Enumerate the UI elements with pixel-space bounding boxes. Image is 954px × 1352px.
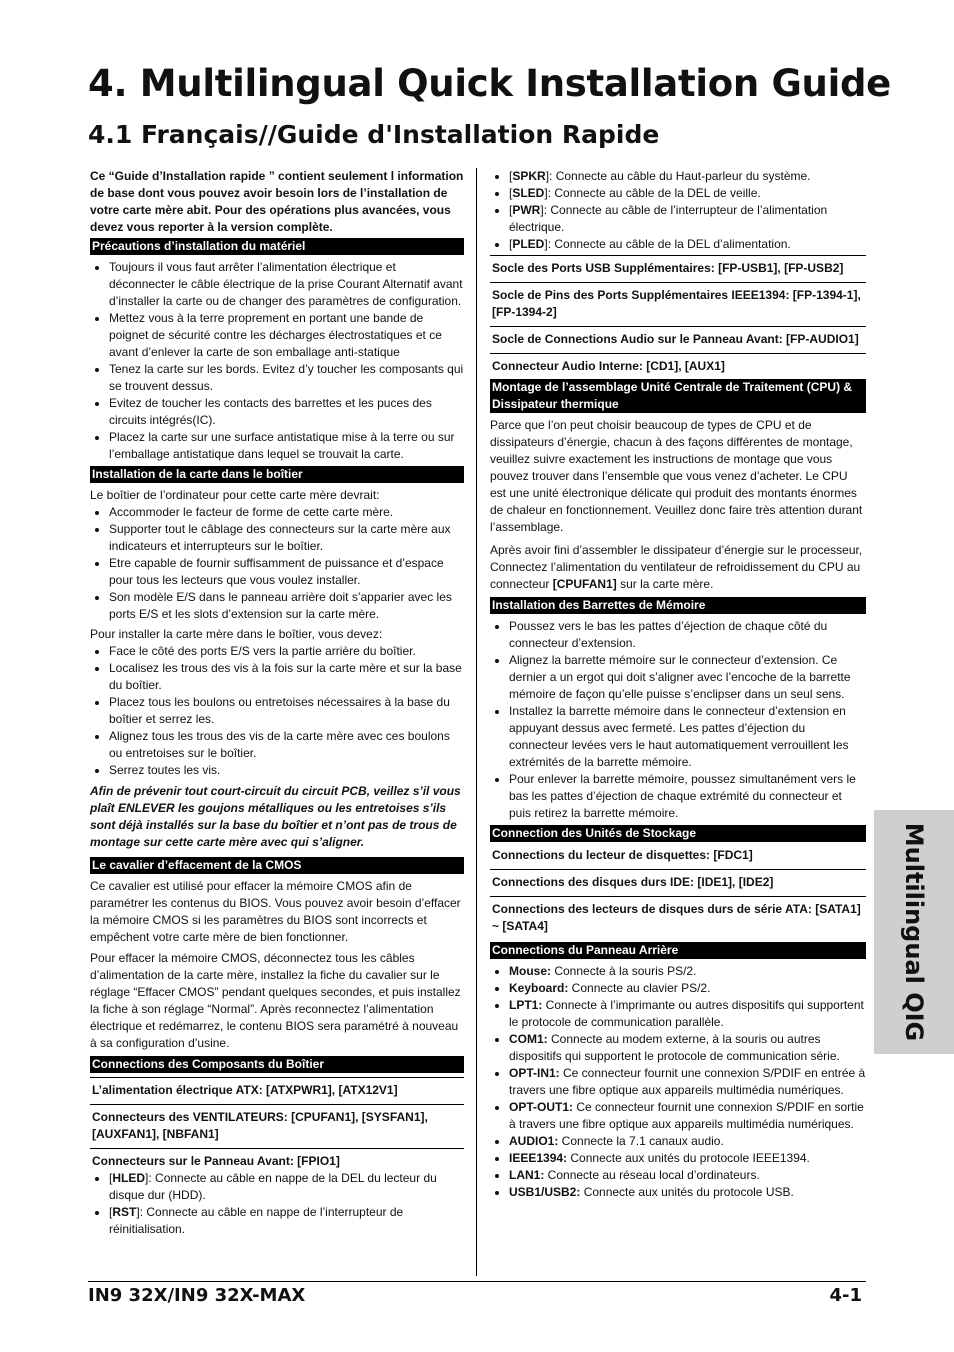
cpu-paragraph-2 [490,542,866,593]
list-item: • Tenez la carte sur les bords. Evitez d’y toucher les composants qui se trouvent dessus. [109,361,464,395]
list-item: • Alignez tous les trous des vis de la carte mère avec ces boulons ou entretoises sur le boîtier. [109,728,464,762]
port-key: LPT1: [509,998,543,1012]
cpu-heading: Montage de l’assemblage Unité Centrale de Traitement (CPU) & Dissipateur thermique [490,379,866,413]
list-item [509,980,866,997]
list-item [509,1099,866,1133]
ide-subheading: Connections des disques durs IDE: [IDE1], [IDE2] [490,869,866,896]
list-item: • Etre capable de fournir suffisamment de puissance et d’espace pour tous les lecteurs que vous voulez installer. [109,555,464,589]
list-item: • Mettez vous à la terre proprement en portant une bande de poignet de sécurité contre les décharges électrostatiques et ce avant d’enlever la carte de son emballage anti-statique [109,310,464,361]
port-desc: Connecte au clavier PS/2. [568,981,711,995]
port-desc: Connecte aux unités du protocole IEEE1394. [567,1151,810,1165]
port-key: OPT-OUT1: [509,1100,574,1114]
list-item: • Son modèle E/S dans le panneau arrière doit s’apparier avec les ports E/S et les slots d’extension sur la carte mère. [109,589,464,623]
intro-text: Ce “Guide d’Installation rapide ” contient seulement l information de base dont vous pouvez avoir besoin lors de l’installation de votre carte mère abit. Pour des opérations plus avancées, vous devez vous reporter à la version complète. [90,169,464,234]
connector-desc: : Connecte au câble de l’interrupteur de l’alimentation électrique. [509,203,828,234]
port-desc: Connecte au modem externe, à la souris ou autres dispositifs qui supportent le protocole de communication série. [509,1032,840,1063]
fdc-subheading: Connections du lecteur de disquettes: [FDC1] [492,848,753,862]
connector-key: SPKR [512,169,546,183]
list-item [509,1184,866,1201]
port-key: LAN1: [509,1168,545,1182]
list-item: • Pour enlever la barrette mémoire, poussez simultanément vers le bas les pattes d’éjection de chaque extrémité du connecteur et puis retirez la barrette mémoire. [509,771,866,822]
list-item: • Localisez les trous des vis à la fois sur la carte mère et sur la base du boîtier. [109,660,464,694]
connector-key: HLED [112,1171,146,1185]
list-item [509,1167,866,1184]
cmos-heading: Le cavalier d’effacement de la CMOS [90,857,464,874]
list-item: • Toujours il vous faut arrêter l’alimentation électrique et déconnecter le câble électrique de la prise Courant Alternatif avant d’installer la carte ou de changer des paramètres de configuration. [109,259,464,310]
list-item: • [RST]: Connecte au câble en nappe de l’interrupteur de réinitialisation. [109,1204,464,1238]
list-item [509,963,866,980]
right-column [490,168,866,1204]
connector-desc: : Connecte au câble du Haut-parleur du système. [549,169,811,183]
precautions-heading: Précautions d’installation du matériel [90,238,464,255]
list-item: • Accommoder le facteur de forme de cette carte mère. [109,504,464,521]
list-item: • Placez tous les boulons ou entretoises nécessaires à la base du boîtier et serrez les. [109,694,464,728]
list-item: • Face le côté des ports E/S vers la partie arrière du boîtier. [109,643,464,660]
port-desc: Connecte aux unités du protocole USB. [580,1185,794,1199]
list-item: • Supporter tout le câblage des connecteurs sur la carte mère aux indicateurs et interrupteurs sur le boîtier. [109,521,464,555]
list-item: • Serrez toutes les vis. [109,762,464,779]
connector-desc: : Connecte au câble de la DEL d’alimentation. [547,237,791,251]
list-item: • [PWR]: Connecte au câble de l’interrupteur de l’alimentation électrique. [509,202,866,236]
warning-text: Afin de prévenir tout court-circuit du circuit PCB, veillez s’il vous plaît ENLEVER les goujons métalliques ou les entretoises s’ils sont déjà installés sur la base du boîtier et n’ont pas de trous de montage sur cette carte mère avec qui s’aligner. [90,784,461,849]
port-key: Mouse: [509,964,551,978]
connector-key: PLED [512,237,545,251]
list-item: • [HLED]: Connecte au câble en nappe de la DEL du lecteur du disque dur (HDD). [109,1170,464,1204]
cmos-paragraph-1: Ce cavalier est utilisé pour effacer la mémoire CMOS afin de paramétrer les contenus du BIOS. Vous pouvez avoir besoin d’effacer la mémoire CMOS si les paramètres du BIOS sont incorrects et empêchent votre carte mère de bien fonctionner. [90,879,461,944]
section-title: 4.1 Français//Guide d'Installation Rapide [88,120,660,149]
port-desc: Connecte au réseau local d’ordinateurs. [544,1168,760,1182]
connector-desc: : Connecte au câble en nappe de l’interrupteur de réinitialisation. [109,1205,404,1236]
list-item: • [SPKR]: Connecte au câble du Haut-parleur du système. [509,168,866,185]
list-item: • Alignez la barrette mémoire sur le connecteur d’extension. Ce dernier a un ergot qui doit s’aligner avec l’encoche de la barrette mémoire de façon qu’elle puisse s’enclipser dans un seul sens. [509,652,866,703]
list-item: • Evitez de toucher les contacts des barrettes et les puces des circuits intégrés(IC). [109,395,464,429]
front-panel-list-2 [490,168,866,253]
front-panel-subheading: Connecteurs sur le Panneau Avant: [FPIO1] [90,1148,464,1170]
precautions-list [90,259,464,463]
left-column [90,168,464,1241]
sata-subheading: Connections des lecteurs de disques durs de série ATA: [SATA1] ~ [SATA4] [490,896,866,940]
side-tab-label: Multilingual QIG [900,822,928,1042]
page-number: 4-1 [829,1285,862,1306]
port-key: OPT-IN1: [509,1066,560,1080]
connector-desc: : Connecte au câble en nappe de la DEL du lecteur du disque dur (HDD). [109,1171,437,1202]
memory-heading: Installation des Barrettes de Mémoire [490,597,866,614]
installation-lead-1: Le boîtier de l’ordinateur pour cette carte mère devrait: [90,488,380,502]
port-desc: Connecte la 7.1 canaux audio. [558,1134,724,1148]
list-item [509,1150,866,1167]
list-item [509,1065,866,1099]
rear-panel-heading: Connections du Panneau Arrière [490,942,866,959]
page-title: 4. Multilingual Quick Installation Guide [88,62,891,105]
connector-desc: : Connecte au câble de la DEL de veille. [547,186,761,200]
usb-subheading: Socle des Ports USB Supplémentaires: [FP-USB1], [FP-USB2] [490,255,866,282]
column-divider [476,168,477,1276]
side-tab [874,810,954,1054]
footer-model: IN9 32X/IN9 32X-MAX [88,1285,306,1306]
cmos-paragraph-2: Pour effacer la mémoire CMOS, déconnectez tous les câbles d’alimentation de la carte mère, installez la fiche du cavalier sur le réglage “Effacer CMOS” pendant quelques secondes, et puis installez la fiche à son réglage “Normal”. Après reconnectez l’alimentation électrique et redémarrez, le contenu BIOS sera paramétré à nouveau à sa configuration d’usine. [90,951,461,1050]
port-desc: Connecte à l’imprimante ou autres dispositifs qui supportent le protocole de communication parallèle. [509,998,864,1029]
storage-heading: Connection des Unités de Stockage [490,825,866,842]
fan-connectors-subheading: Connecteurs des VENTILATEURS: [CPUFAN1], [SYSFAN1], [AUXFAN1], [NBFAN1] [90,1104,464,1148]
list-item [509,1133,866,1150]
list-item: • Installez la barrette mémoire dans le connecteur d’extension en appuyant dessus avec fermeté. Les pattes d’éjection du connecteur levées vers le haut automatiquement verrouillent les extrémités de la barrette mémoire. [509,703,866,771]
list-item: • Poussez vers le bas les pattes d’éjection de chaque côté du connecteur d’extension. [509,618,866,652]
connector-key: SLED [512,186,545,200]
components-heading: Connections des Composants du Boîtier [90,1056,464,1073]
port-desc: Ce connecteur fournit une connexion S/PDIF en entrée à travers une fibre optique aux appareils multimédia numériques. [509,1066,866,1097]
cpu-text: Après avoir fini d’assembler le dissipateur d’énergie sur le processeur, Connectez l’alimentation du ventilateur de refroidissement du CPU au connecteur [490,543,863,591]
port-key: IEEE1394: [509,1151,568,1165]
installation-list-2 [90,643,464,779]
rear-panel-list [490,963,866,1201]
list-item [509,997,866,1031]
installation-heading: Installation de la carte dans le boîtier [90,466,464,483]
connector-key: RST [112,1205,137,1219]
port-key: USB1/USB2: [509,1185,581,1199]
footer-divider [88,1281,866,1282]
port-desc: Ce connecteur fournit une connexion S/PDIF en sortie à travers une fibre optique aux appareils multimédia numériques. [509,1100,864,1131]
list-item [509,1031,866,1065]
cpu-paragraph-1: Parce que l’on peut choisir beaucoup de types de CPU et de dissipateurs d’énergie, chacun à des façons différentes de montage, veuillez suivre exactement les instructions de montage que vous pouvez trouver dans l’ensemble que vous venez d’acheter. Le CPU est une unité électronique délicate qui produit des montants énormes de chaleur en fonctionnement. Veuillez donc faire très attention durant l’assemblage. [490,418,863,534]
connector-key: PWR [512,203,541,217]
port-key: COM1: [509,1032,548,1046]
port-key: AUDIO1: [509,1134,559,1148]
internal-audio-subheading: Connecteur Audio Interne: [CD1], [AUX1] [490,353,866,377]
port-key: Keyboard: [509,981,569,995]
installation-list-1 [90,504,464,623]
cpu-connector: [CPUFAN1] [552,577,617,591]
installation-lead-2: Pour installer la carte mère dans le boîtier, vous devez: [90,627,383,641]
list-item: • [PLED]: Connecte au câble de la DEL d’alimentation. [509,236,866,253]
atx-power-subheading: L’alimentation électrique ATX: [ATXPWR1], [ATX12V1] [90,1077,464,1104]
port-desc: Connecte à la souris PS/2. [551,964,697,978]
memory-list [490,618,866,822]
ieee1394-subheading: Socle de Pins des Ports Supplémentaires IEEE1394: [FP-1394-1], [FP-1394-2] [490,282,866,326]
front-audio-subheading: Socle de Connections Audio sur le Panneau Avant: [FP-AUDIO1] [490,326,866,353]
list-item: • Placez la carte sur une surface antistatique mise à la terre ou sur l’emballage antistatique dans lequel se trouvait la carte. [109,429,464,463]
cpu-text: sur la carte mère. [616,577,714,591]
list-item: • [SLED]: Connecte au câble de la DEL de veille. [509,185,866,202]
front-panel-list-1 [90,1170,464,1238]
